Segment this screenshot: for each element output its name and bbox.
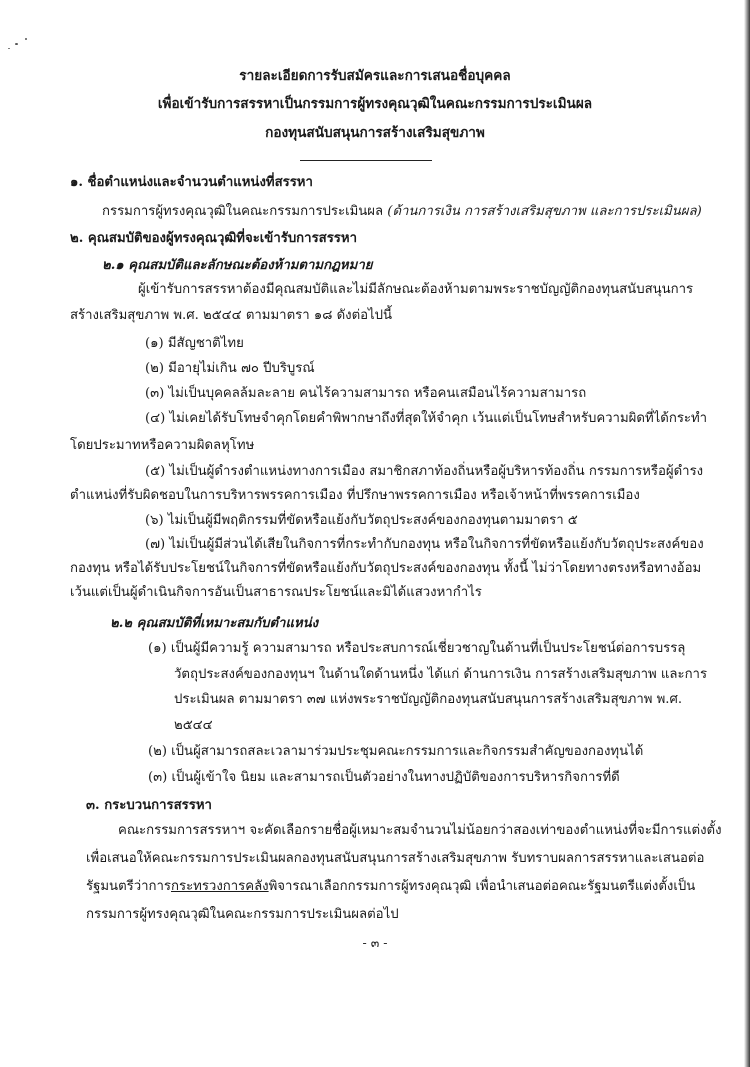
- suitability-item-1-cont-1: วัตถุประสงค์ของกองทุนฯ ในด้านใดด้านหนึ่ง ได้แก่ ด้านการเงิน การสร้างเสริมสุขภาพ และการ: [174, 667, 708, 682]
- suitability-item-3: (๓) เป็นผู้เข้าใจ นิยม และสามารถเป็นตัวอย่างในทางปฏิบัติของการบริหารกิจการที่ดี: [148, 770, 620, 785]
- section-2-1-heading: ๒.๑ คุณสมบัติและลักษณะต้องห้ามตามกฎหมาย: [102, 258, 373, 273]
- section-3-line-3-post: พิจารณาเลือกกรรมการผู้ทรงคุณวุฒิ เพื่อนำเสนอต่อคณะรัฐมนตรีแต่งตั้งเป็น: [268, 879, 696, 894]
- scan-speck: [15, 43, 18, 45]
- section-1-body: [102, 203, 702, 221]
- scan-edge-shadow: [744, 0, 750, 1067]
- section-2-1-intro-line-2: สร้างเสริมสุขภาพ พ.ศ. ๒๕๔๔ ตามมาตรา ๑๘ ดังต่อไปนี้: [70, 308, 393, 323]
- qualification-item-3: (๓) ไม่เป็นบุคคลล้มละลาย คนไร้ความสามารถ หรือคนเสมือนไร้ความสามารถ: [145, 386, 587, 401]
- qualification-item-1: (๑) มีสัญชาติไทย: [145, 336, 244, 351]
- section-3-line-3-pre: รัฐมนตรีว่าการ: [86, 879, 171, 894]
- qualification-item-7-cont-2: เว้นแต่เป็นผู้ดำเนินกิจการอันเป็นสาธารณประโยชน์และมิได้แสวงหากำไร: [70, 585, 482, 600]
- section-3-line-1: คณะกรรมการสรรหาฯ จะคัดเลือกรายชื่อผู้เหมาะสมจำนวนไม่น้อยกว่าสองเท่าของตำแหน่งที่จะมีการแต่งตั้ง: [118, 823, 722, 838]
- scan-speck: [8, 48, 10, 49]
- suitability-item-2: (๒) เป็นผู้สามารถสละเวลามาร่วมประชุมคณะกรรมการและกิจกรรมสำคัญของกองทุนได้: [148, 744, 644, 759]
- qualification-item-4-cont: โดยประมาทหรือความผิดลหุโทษ: [70, 438, 255, 453]
- qualification-item-6: (๖) ไม่เป็นผู้มีพฤติกรรมที่ขัดหรือแย้งกับวัตถุประสงค์ของกองทุนตามมาตรา ๕: [145, 513, 578, 528]
- suitability-item-1: (๑) เป็นผู้มีความรู้ ความสามารถ หรือประสบการณ์เชี่ยวชาญในด้านที่เป็นประโยชน์ต่อการบรรลุ: [148, 641, 686, 656]
- qualification-item-5: (๕) ไม่เป็นผู้ดำรงตำแหน่งทางการเมือง สมาชิกสภาท้องถิ่นหรือผู้บริหารท้องถิ่น กรรมการหรือผู้ดำรง: [145, 464, 704, 479]
- section-2-2-heading: ๒.๒ คุณสมบัติที่เหมาะสมกับตำแหน่ง: [110, 616, 319, 631]
- section-3-heading: ๓. กระบวนการสรรหา: [86, 798, 212, 813]
- section-2-heading: ๒. คุณสมบัติของผู้ทรงคุณวุฒิที่จะเข้ารับการสรรหา: [70, 231, 357, 246]
- section-1-body-italic: (ด้านการเงิน การสร้างเสริมสุขภาพ และการประเมินผล): [387, 204, 702, 219]
- page-number: - ๓ -: [362, 935, 388, 950]
- qualification-item-2: (๒) มีอายุไม่เกิน ๗๐ ปีบริบูรณ์: [145, 361, 315, 376]
- section-3-line-3: [86, 878, 695, 896]
- qualification-item-4: (๔) ไม่เคยได้รับโทษจำคุกโดยคำพิพากษาถึงที่สุดให้จำคุก เว้นแต่เป็นโทษสำหรับความผิดที่ได้กระทำ: [145, 411, 708, 426]
- title-line-3: กองทุนสนับสนุนการสร้างเสริมสุขภาพ: [265, 125, 485, 141]
- scan-speck: [25, 38, 27, 40]
- title-divider: [300, 160, 432, 161]
- section-1-heading: ๑. ชื่อตำแหน่งและจำนวนตำแหน่งที่สรรหา: [70, 175, 313, 190]
- section-3-line-4: กรรมการผู้ทรงคุณวุฒิในคณะกรรมการประเมินผลต่อไป: [86, 907, 399, 922]
- section-2-1-intro-line-1: ผู้เข้ารับการสรรหาต้องมีคุณสมบัติและไม่มีลักษณะต้องห้ามตามพระราชบัญญัติกองทุนสนับสนุนการ: [138, 282, 694, 297]
- qualification-item-7: (๗) ไม่เป็นผู้มีส่วนได้เสียในกิจการที่กระทำกับกองทุน หรือในกิจการที่ขัดหรือแย้งกับวัตถุประสงค์ของ: [145, 537, 704, 552]
- ministry-of-finance-underlined: กระทรวงการคลัง: [171, 879, 269, 894]
- suitability-item-1-cont-3: ๒๕๔๔: [174, 718, 213, 733]
- suitability-item-1-cont-2: ประเมินผล ตามมาตรา ๓๗ แห่งพระราชบัญญัติกองทุนสนับสนุนการสร้างเสริมสุขภาพ พ.ศ.: [174, 692, 683, 707]
- section-1-body-text: กรรมการผู้ทรงคุณวุฒิในคณะกรรมการประเมินผล: [102, 204, 388, 219]
- qualification-item-5-cont: ตำแหน่งที่รับผิดชอบในการบริหารพรรคการเมือง ที่ปรึกษาพรรคการเมือง หรือเจ้าหน้าที่พรรคการเมือง: [70, 488, 640, 503]
- section-3-line-2: เพื่อเสนอให้คณะกรรมการประเมินผลกองทุนสนับสนุนการสร้างเสริมสุขภาพ รับทราบผลการสรรหาและเสนอต่อ: [86, 851, 705, 866]
- title-line-1: รายละเอียดการรับสมัครและการเสนอชื่อบุคคล: [239, 68, 511, 84]
- qualification-item-7-cont-1: กองทุน หรือได้รับประโยชน์ในกิจการที่ขัดหรือแย้งกับวัตถุประสงค์ของกองทุน ทั้งนี้ ไม่ว่าโดยทางตรงหรือทางอ้อม: [70, 561, 702, 576]
- title-line-2: เพื่อเข้ารับการสรรหาเป็นกรรมการผู้ทรงคุณวุฒิในคณะกรรมการประเมินผล: [157, 96, 593, 112]
